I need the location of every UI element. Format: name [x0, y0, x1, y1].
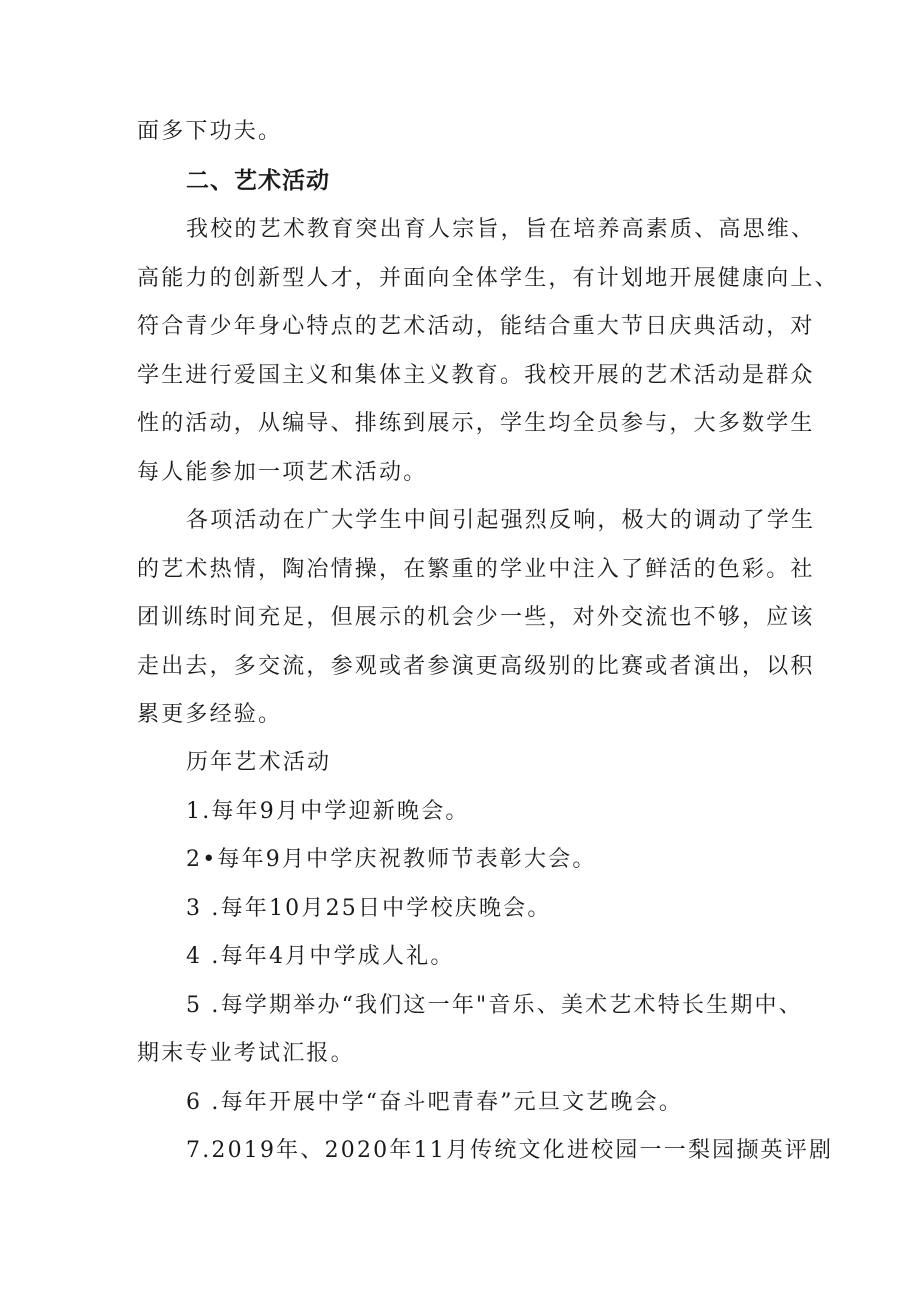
paragraph-1-line-4: 学生进行爱国主义和集体主义教育。我校开展的艺术活动是群众 — [137, 363, 815, 388]
continuation-line: 面多下功夫。 — [137, 119, 283, 144]
paragraph-2-line-3: 团训练时间充足，但展示的机会少一些，对外交流也不够，应该 — [137, 605, 815, 630]
list-item: 5 .每学期举办“我们这一年"音乐、美术艺术特长生期中、 — [186, 993, 803, 1018]
list-title: 历年艺术活动 — [186, 750, 332, 775]
paragraph-2-line-5: 累更多经验。 — [137, 702, 283, 727]
paragraph-1-line-2: 高能力的创新型人才，并面向全体学生，有计划地开展健康向上、 — [137, 266, 839, 291]
section-heading: 二、艺术活动 — [186, 168, 330, 194]
paragraph-1-line-6: 每人能参加一项艺术活动。 — [137, 460, 428, 485]
list-item: 6 .每年开展中学“奋斗吧青春”元旦文艺晚会。 — [186, 1090, 684, 1115]
list-item: 7.2019年、2020年11月传统文化进校园一一梨园撷英评剧 — [186, 1138, 834, 1163]
list-item-continuation: 期末专业考试汇报。 — [137, 1041, 355, 1066]
paragraph-1-line-5: 性的活动，从编导、排练到展示，学生均全员参与，大多数学生 — [137, 411, 815, 436]
list-item: 3 .每年10月25日中学校庆晚会。 — [186, 896, 552, 921]
paragraph-2-line-4: 走出去，多交流，参观或者参演更高级别的比赛或者演出，以积 — [137, 654, 815, 679]
list-item: 4 .每年4月中学成人礼。 — [186, 944, 455, 969]
paragraph-1-line-3: 符合青少年身心特点的艺术活动，能结合重大节日庆典活动，对 — [137, 314, 815, 339]
list-item: 2•每年9月中学庆祝教师节表彰大会。 — [186, 847, 597, 872]
paragraph-2-line-2: 的艺术热情，陶冶情操，在繁重的学业中注入了鲜活的色彩。社 — [137, 557, 815, 582]
paragraph-1-line-1: 我校的艺术教育突出育人宗旨，旨在培养高素质、高思维、 — [186, 217, 816, 242]
list-item: 1.每年9月中学迎新晚会。 — [186, 799, 470, 824]
paragraph-2-line-1: 各项活动在广大学生中间引起强烈反响，极大的调动了学生 — [186, 508, 816, 533]
